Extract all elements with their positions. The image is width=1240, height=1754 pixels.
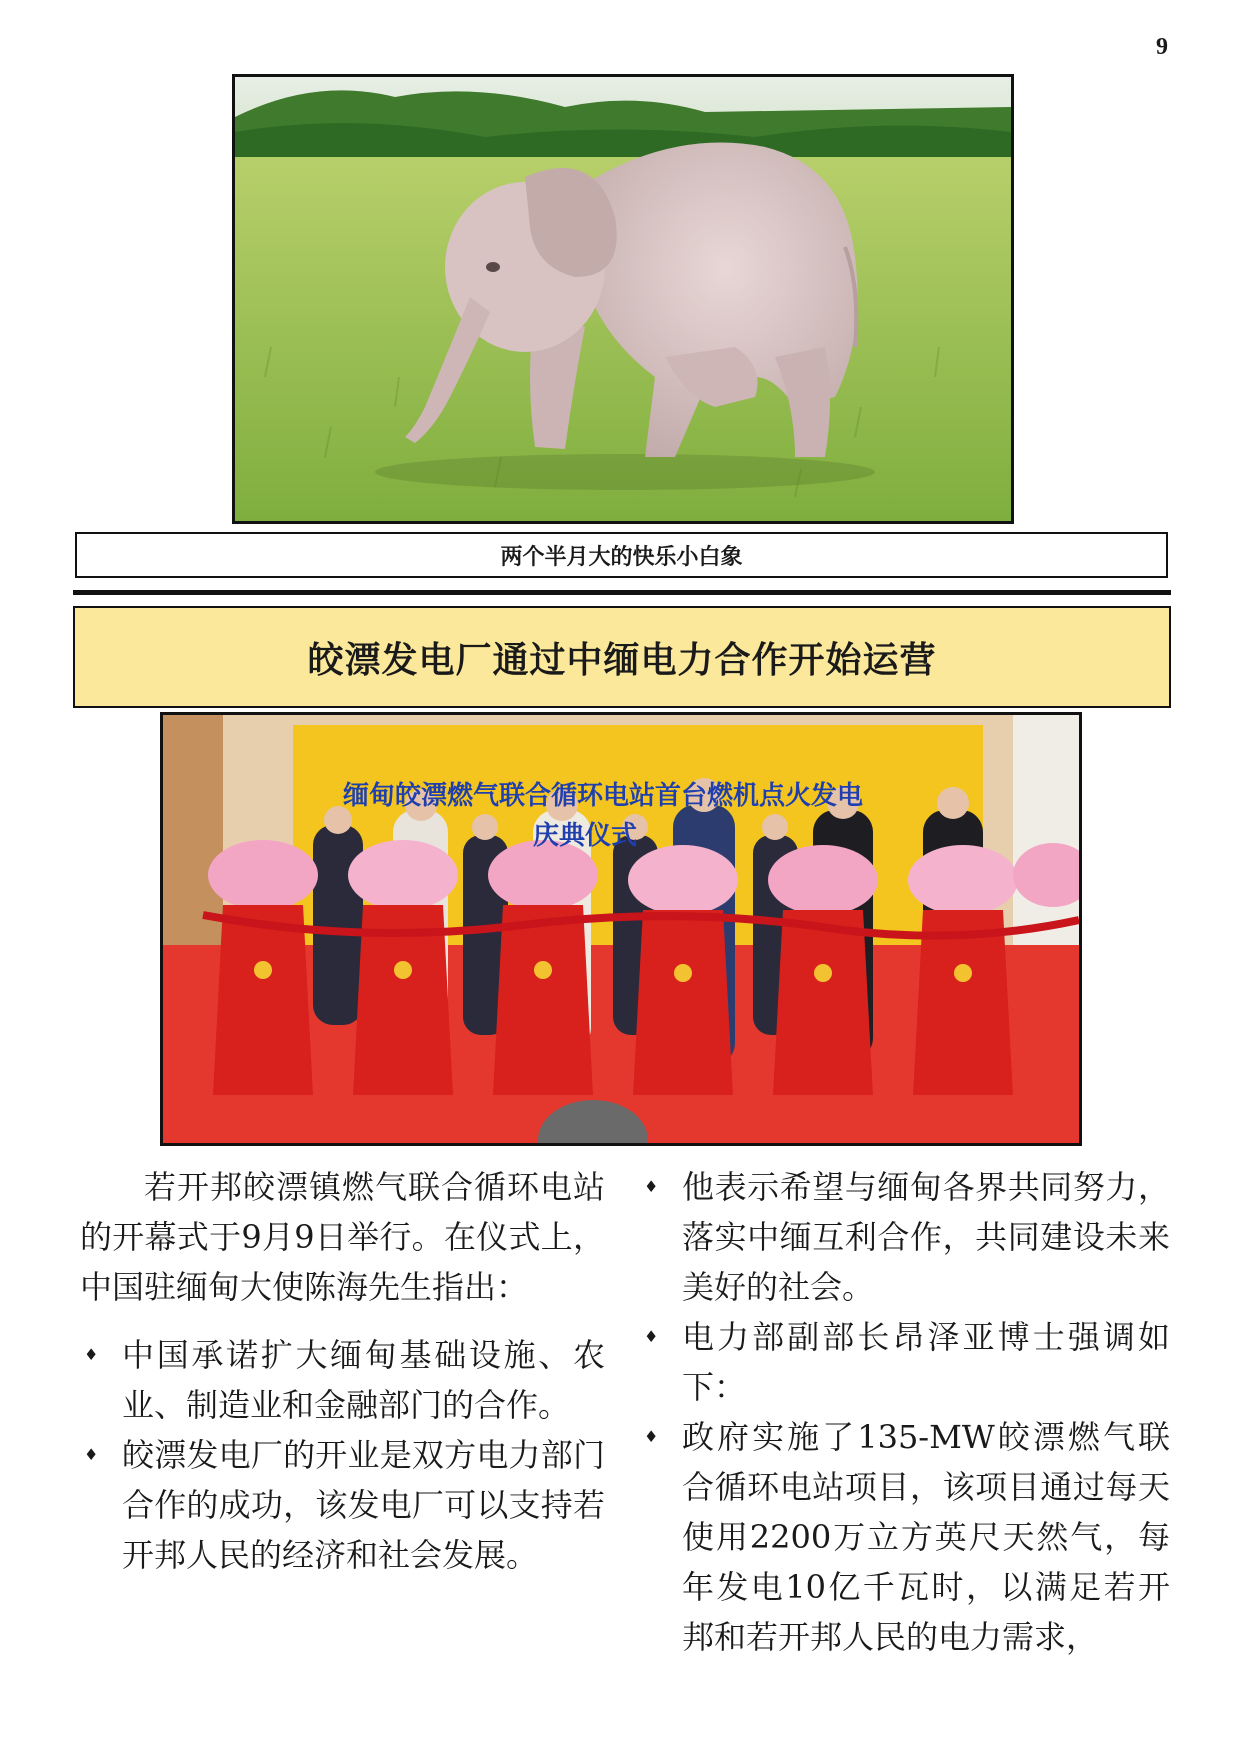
list-item [640, 1312, 1170, 1412]
left-column [80, 1162, 605, 1580]
intro-paragraph: 若开邦皎漂镇燃气联合循环电站的开幕式于9月9日举行。在仪式上，中国驻缅甸大使陈海先生指出： [80, 1168, 605, 1306]
article-headline: 皎漂发电厂通过中缅电力合作开始运营 [73, 606, 1171, 708]
list-item [640, 1162, 1170, 1312]
list-item [80, 1330, 605, 1430]
diamond-bullet-icon: ♦ [644, 1427, 659, 1446]
baby-white-elephant-photo [232, 74, 1014, 524]
diamond-bullet-icon: ♦ [84, 1345, 99, 1364]
left-bullet-list [80, 1330, 605, 1580]
list-item-text: 政府实施了135-MW皎漂燃气联合循环电站项目，该项目通过每天使用2200万立方英尺天然气，每年发电10亿千瓦时，以满足若开邦和若开邦人民的电力需求， [682, 1418, 1170, 1656]
list-item-text: 他表示希望与缅甸各界共同努力，落实中缅互利合作，共同建设未来美好的社会。 [682, 1168, 1170, 1306]
ribbon-cutting-ceremony-photo [160, 712, 1082, 1146]
banner-text-line2: 庆典仪式 [533, 821, 638, 851]
list-item-text: 皎漂发电厂的开业是双方电力部门合作的成功，该发电厂可以支持若开邦人民的经济和社会发展。 [122, 1436, 605, 1574]
diamond-bullet-icon: ♦ [644, 1327, 659, 1346]
section-divider [73, 590, 1171, 595]
list-item [640, 1412, 1170, 1662]
right-bullet-list [640, 1162, 1170, 1662]
right-column [640, 1162, 1170, 1662]
page-number: 9 [1156, 34, 1168, 60]
banner-text: 缅甸皎漂燃气联合循环电站首台燃机点火发电 [343, 781, 864, 811]
photo-caption: 两个半月大的快乐小白象 [75, 532, 1168, 578]
list-item [80, 1430, 605, 1580]
list-item-text: 电力部副部长昂泽亚博士强调如下： [682, 1318, 1170, 1406]
diamond-bullet-icon: ♦ [644, 1177, 659, 1196]
list-item-text: 中国承诺扩大缅甸基础设施、农业、制造业和金融部门的合作。 [122, 1336, 605, 1424]
diamond-bullet-icon: ♦ [84, 1445, 99, 1464]
